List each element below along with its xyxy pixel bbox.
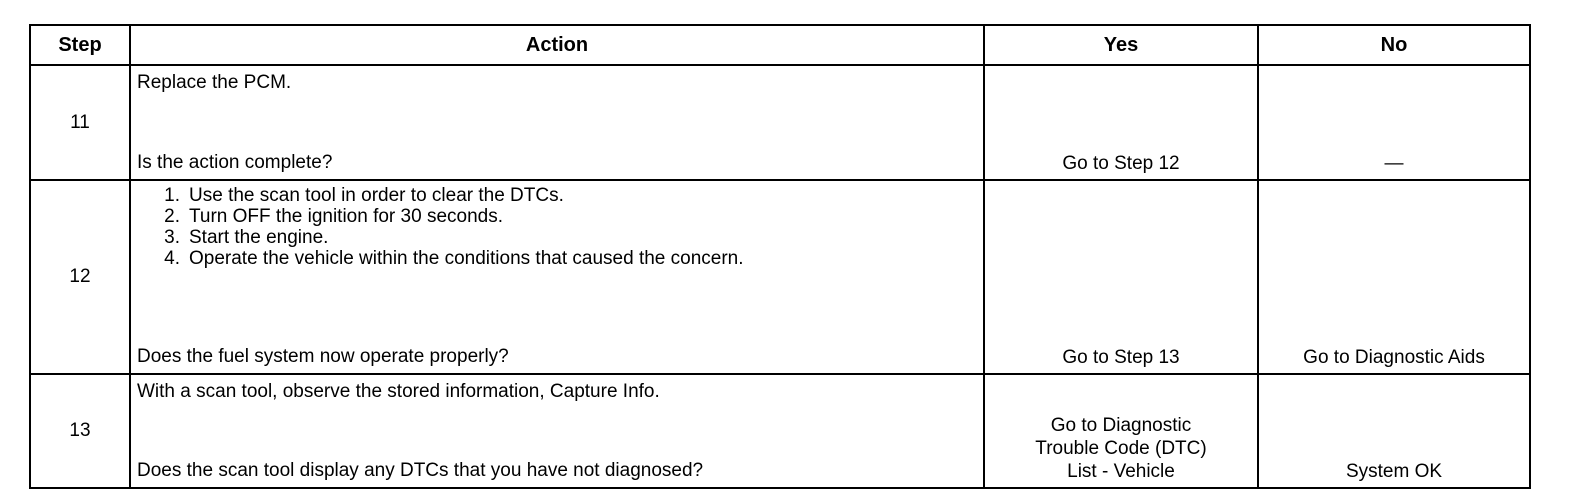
action-cell: [130, 65, 984, 180]
yes-link-line[interactable]: Trouble Code (DTC): [1035, 438, 1207, 459]
action-question: Does the fuel system now operate properly?: [137, 346, 509, 367]
no-link[interactable]: Go to Diagnostic Aids: [1303, 347, 1485, 368]
numbered-list: [137, 185, 977, 269]
header-yes: Yes: [984, 25, 1258, 65]
no-cell: [1258, 374, 1530, 488]
diagnostic-table: [29, 24, 1531, 489]
no-cell[interactable]: [1258, 180, 1530, 374]
table-row: [30, 65, 1530, 180]
yes-cell[interactable]: [984, 65, 1258, 180]
no-cell: [1258, 65, 1530, 180]
list-item: 1. Use the scan tool in order to clear the DTCs.: [164, 185, 564, 206]
list-item: 4. Operate the vehicle within the conditions that caused the concern.: [164, 248, 744, 269]
table-row: [30, 374, 1530, 488]
no-text: System OK: [1345, 461, 1443, 482]
yes-link-line[interactable]: Go to Diagnostic: [1050, 415, 1192, 436]
header-step: Step: [30, 25, 130, 65]
list-item: 3. Start the engine.: [164, 227, 329, 248]
action-cell: [130, 180, 984, 374]
action-cell: [130, 374, 984, 488]
action-text: Replace the PCM.: [137, 72, 292, 93]
header-row: [30, 25, 1530, 65]
no-dash: —: [1384, 153, 1404, 174]
step-number: 13: [30, 374, 130, 488]
header-no: No: [1258, 25, 1530, 65]
action-question: Does the scan tool display any DTCs that you have not diagnosed?: [137, 460, 704, 481]
step-number: 11: [30, 65, 130, 180]
list-item: 2. Turn OFF the ignition for 30 seconds.: [164, 206, 504, 227]
yes-link-line[interactable]: List - Vehicle: [1067, 461, 1175, 482]
step-number: 12: [30, 180, 130, 374]
action-text: With a scan tool, observe the stored information, Capture Info.: [137, 381, 660, 402]
header-action: Action: [130, 25, 984, 65]
action-steps: [137, 185, 977, 269]
table-row: [30, 180, 1530, 374]
yes-cell[interactable]: [984, 374, 1258, 488]
yes-cell[interactable]: [984, 180, 1258, 374]
action-question: Is the action complete?: [137, 152, 333, 173]
yes-link[interactable]: Go to Step 13: [1062, 347, 1180, 368]
yes-link[interactable]: Go to Step 12: [1062, 153, 1180, 174]
